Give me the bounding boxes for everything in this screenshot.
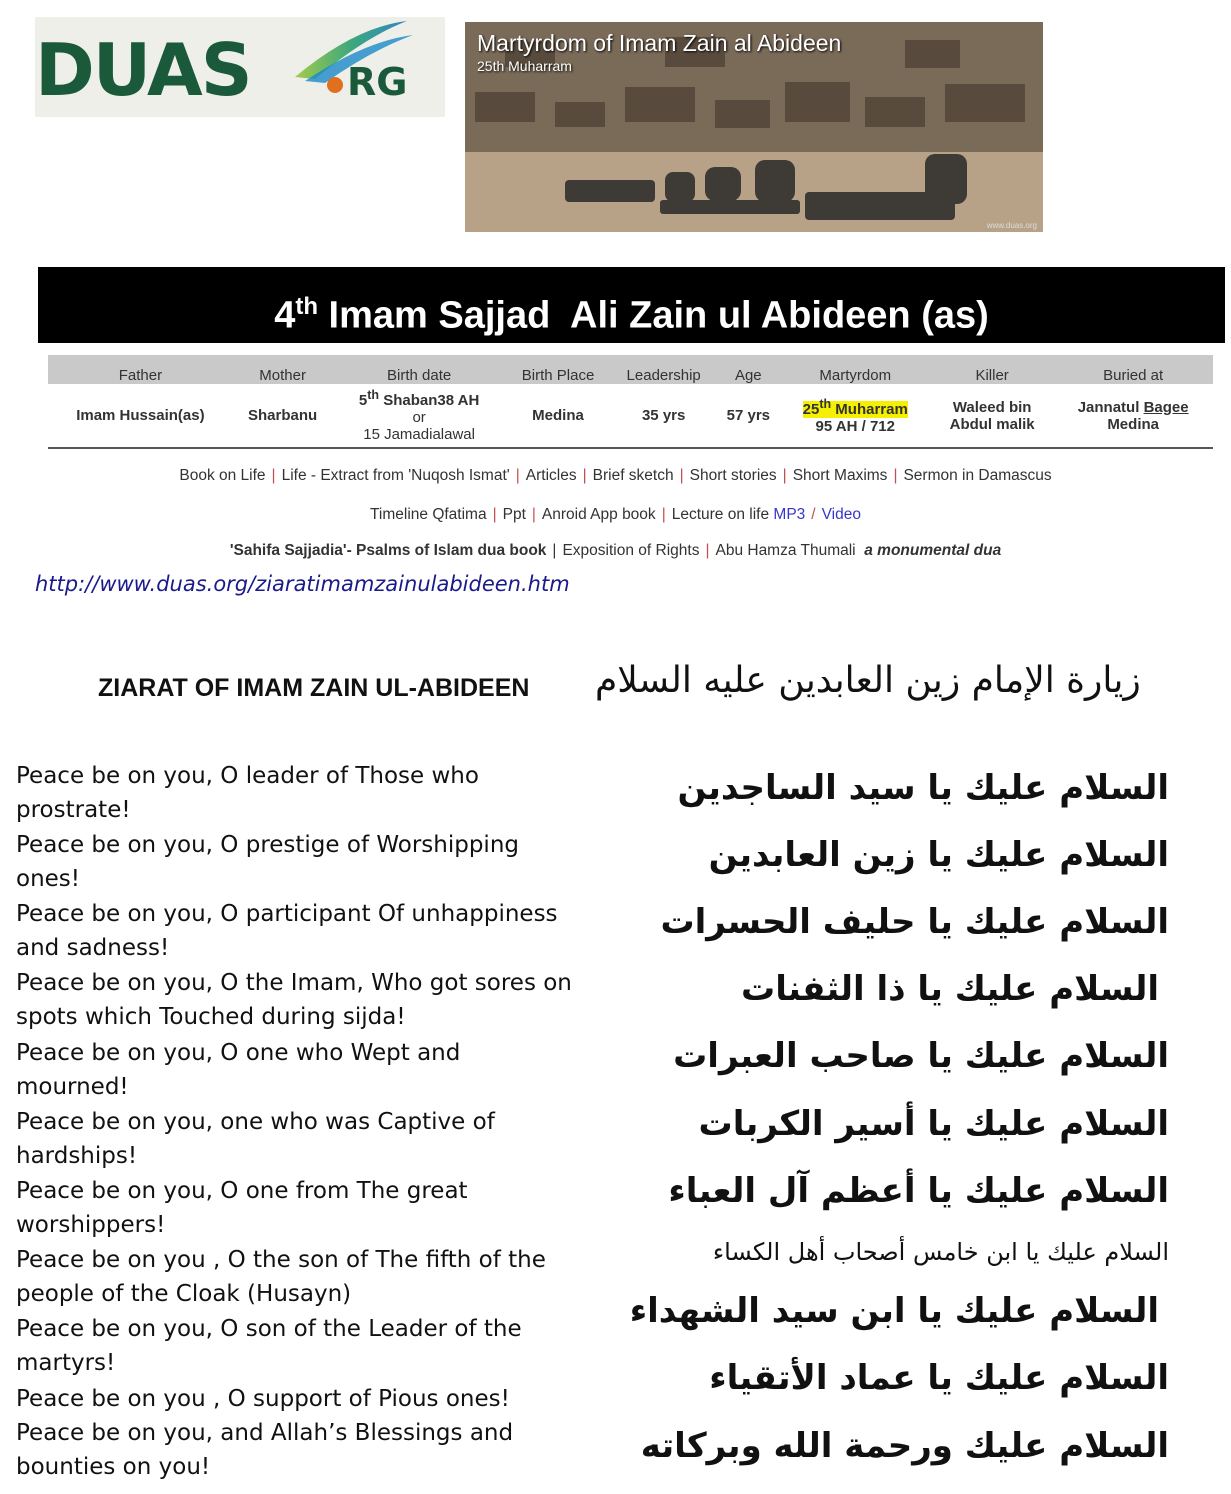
header-leadership: Leadership (610, 355, 717, 384)
english-line: Peace be on you, O one who Wept and mourned! (16, 1040, 461, 1100)
nav-row-2: Timeline Qfatima | Ppt | Anroid App book | Lecture on life MP3 / Video (370, 506, 861, 523)
nav-timeline-qfatima[interactable]: Timeline Qfatima (370, 506, 487, 523)
header-buried: Buried at (1053, 355, 1213, 384)
cell-mother: Sharbanu (233, 384, 333, 448)
banner-title: Martyrdom of Imam Zain al Abideen (477, 30, 842, 56)
cell-martyrdom (780, 384, 931, 448)
nav-row-1: Book on Life | Life - Extract from 'Nuqosh Ismat' | Articles | Brief sketch | Short stories | Short Maxims | Sermon in Damascus (179, 467, 1052, 484)
english-line: Peace be on you, O prestige of Worshipping ones! (16, 832, 519, 892)
arabic-line: السلام عليك يا سيد الساجدين (677, 768, 1169, 808)
birth-or: or (412, 409, 426, 426)
header-birth-date: Birth date (332, 355, 505, 384)
title-text: Imam Sajjad Ali Zain ul Abideen (as) (318, 294, 989, 337)
birth-sup: th (367, 388, 380, 402)
nav-short-maxims[interactable]: Short Maxims (792, 467, 888, 484)
english-line: Peace be on you, and Allah’s Blessings and bounties on you! (16, 1420, 514, 1480)
imam-info-table (48, 355, 1213, 449)
cell-killer: Waleed bin Abdul malik (931, 384, 1053, 448)
cell-age: 57 yrs (717, 384, 779, 448)
header-martyrdom: Martyrdom (780, 355, 931, 384)
banner-credit: www.duas.org (986, 221, 1037, 230)
nav-sermon-damascus[interactable]: Sermon in Damascus (903, 467, 1052, 484)
english-line: Peace be on you, one who was Captive of hardships! (16, 1109, 495, 1169)
page-title (38, 267, 1225, 343)
cell-father: Imam Hussain(as) (48, 384, 233, 448)
birth-alt: 15 Jamadialawal (363, 426, 475, 443)
nav-exposition-rights[interactable]: Exposition of Rights (562, 542, 700, 559)
header-mother: Mother (233, 355, 333, 384)
ziarat-title-arabic: زيارة الإمام زين العابدين عليه السلام (595, 660, 1141, 701)
english-line: Peace be on you, O son of the Leader of the martyrs! (16, 1316, 522, 1376)
svg-text:RG: RG (347, 60, 408, 104)
bagee-link[interactable]: Bagee (1143, 398, 1189, 416)
arabic-line: السلام عليك يا حليف الحسرات (660, 902, 1169, 942)
logo-graphic (35, 17, 445, 117)
cell-birth-date (332, 384, 505, 448)
banner-subtitle: 25th Muharram (477, 58, 572, 74)
nav-abu-hamza[interactable]: Abu Hamza Thumali (715, 542, 856, 559)
arabic-line: السلام عليك يا أعظم آل العباء (668, 1171, 1169, 1211)
cell-birth-place: Medina (506, 384, 610, 448)
birth-rest: Shaban38 AH (379, 392, 480, 409)
arabic-line: السلام عليك يا زين العابدين (708, 835, 1169, 875)
english-line: Peace be on you , O support of Pious ones! (16, 1386, 510, 1412)
nav-life-extract[interactable]: Life - Extract from 'Nuqosh Ismat' (281, 467, 510, 484)
nav-android-app[interactable]: Anroid App book (541, 506, 656, 523)
arabic-line: السلام عليك ورحمة الله وبركاته (640, 1426, 1169, 1466)
arabic-line: السلام عليك يا عماد الأتقياء (709, 1358, 1169, 1398)
english-line: Peace be on you, O leader of Those who prostrate! (16, 763, 479, 823)
title-sup: th (295, 293, 318, 320)
page-url[interactable]: http://www.duas.org/ziaratimamzainulabideen.htm (35, 572, 570, 596)
birth-day: 5 (358, 392, 368, 409)
header-killer: Killer (931, 355, 1053, 384)
cell-leadership: 35 yrs (610, 384, 717, 448)
arabic-line: السلام عليك يا صاحب العبرات (673, 1036, 1169, 1076)
nav-book-on-life[interactable]: Book on Life (179, 467, 266, 484)
arabic-line: السلام عليك يا ابن سيد الشهداء (629, 1291, 1159, 1331)
monumental-dua-label: a monumental dua (864, 542, 1002, 559)
nav-mp3[interactable]: MP3 (773, 506, 806, 523)
nav-ppt[interactable]: Ppt (502, 506, 526, 523)
nav-video[interactable]: Video (821, 506, 861, 523)
martyrdom-year: 95 AH / 712 (815, 417, 895, 435)
nav-row-3: 'Sahifa Sajjadia'- Psalms of Islam dua book | Exposition of Rights | Abu Hamza Thumali a monumental dua (229, 542, 1002, 559)
english-line: Peace be on you , O the son of The fifth of the people of the Cloak (Husayn) (16, 1247, 546, 1307)
nav-brief-sketch[interactable]: Brief sketch (592, 467, 674, 484)
duas-logo[interactable] (35, 17, 445, 117)
nav-short-stories[interactable]: Short stories (689, 467, 777, 484)
nav-sahifa-sajjadia[interactable]: 'Sahifa Sajjadia'- Psalms of Islam dua book (229, 542, 547, 559)
svg-text:DUAS: DUAS (35, 28, 251, 112)
ziarat-title: ZIARAT OF IMAM ZAIN UL-ABIDEEN (98, 674, 530, 702)
english-line: Peace be on you, O the Imam, Who got sores on spots which Touched during sijda! (16, 970, 572, 1030)
arabic-line: السلام عليك يا أسير الكربات (698, 1104, 1169, 1144)
english-line: Peace be on you, O one from The great worshippers! (16, 1178, 468, 1238)
arabic-line: السلام عليك يا ابن خامس أصحاب أهل الكساء (712, 1238, 1169, 1266)
english-line: Peace be on you, O participant Of unhappiness and sadness! (16, 901, 558, 961)
nav-lecture-on-life[interactable]: Lecture on life (671, 506, 770, 523)
header-birth-place: Birth Place (506, 355, 610, 384)
martyrdom-banner[interactable] (465, 22, 1043, 232)
nav-articles[interactable]: Articles (525, 467, 577, 484)
martyrdom-date[interactable]: 25th Muharram (802, 396, 908, 418)
cell-buried: Jannatul Bagee Medina (1053, 384, 1213, 448)
header-father: Father (48, 355, 233, 384)
arabic-line: السلام عليك يا ذا الثفنات (741, 969, 1159, 1009)
title-number: 4 (274, 294, 296, 337)
header-age: Age (717, 355, 779, 384)
